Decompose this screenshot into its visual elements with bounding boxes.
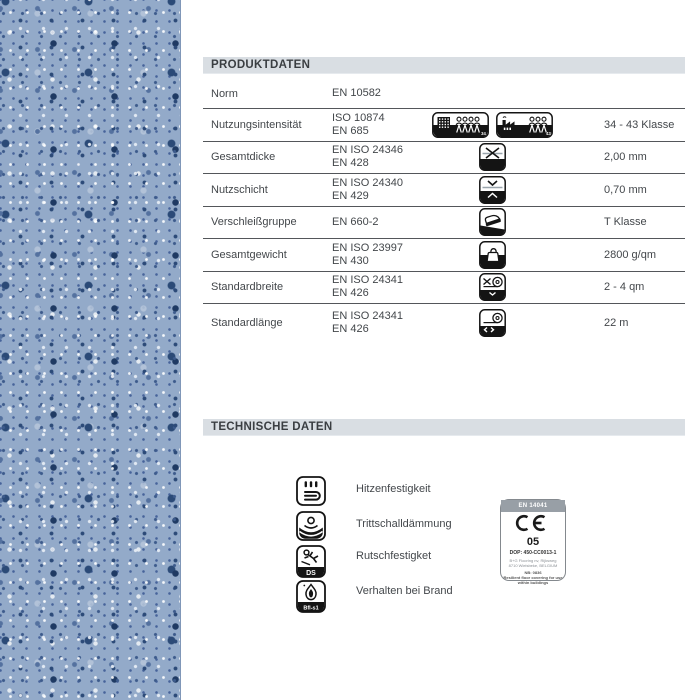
row-value: 0,70 mm <box>604 183 647 196</box>
tech-label-heat: Hitzenfestigkeit <box>356 483 431 495</box>
row-value: 2800 g/qm <box>604 248 656 261</box>
table-row-standardlaenge <box>203 304 685 342</box>
norm-line: EN ISO 24346 <box>332 144 403 157</box>
wear-layer-icon <box>479 176 506 204</box>
norm-line: EN ISO 24341 <box>332 310 403 322</box>
norm-value: EN 10582 <box>332 87 381 99</box>
row-value: 34 - 43 Klasse <box>604 118 675 131</box>
norm-line: EN 428 <box>332 157 369 170</box>
norm-line: EN 426 <box>332 287 369 300</box>
ce-dop-number: DOP: 450-CC0013-1 <box>509 550 557 556</box>
table-row-standardbreite <box>203 272 685 305</box>
row-label: Verschleißgruppe <box>211 216 297 229</box>
row-label: Norm <box>211 87 238 100</box>
row-label: Nutzschicht <box>211 183 268 196</box>
slip-resistance-icon <box>296 545 326 578</box>
table-row-gesamtgewicht <box>203 239 685 272</box>
ce-notified-body: NB: 0836 <box>524 570 542 575</box>
row-label: Gesamtgewicht <box>211 248 287 261</box>
ce-year: 05 <box>526 536 540 548</box>
row-label: Standardlänge <box>211 317 283 329</box>
ce-address-line: B+G Flooring nv, Rijksweg <box>509 558 557 563</box>
row-value: T Klasse <box>604 216 647 229</box>
table-row-verschleissgruppe <box>203 207 685 240</box>
tech-label-impact-sound: Trittschalldämmung <box>356 518 452 530</box>
tech-label-fire: Verhalten bei Brand <box>356 585 453 597</box>
table-row-gesamtdicke <box>203 142 685 175</box>
norm-line: EN 685 <box>332 124 369 137</box>
row-label: Nutzungsintensität <box>211 118 302 131</box>
ce-logo-icon <box>501 514 565 537</box>
norm-line: EN ISO 24341 <box>332 274 403 287</box>
produktdaten-title: PRODUKTDATEN <box>211 59 311 71</box>
usage-industrial-icon <box>496 112 553 138</box>
ce-use-line: Resilient floor covering for use <box>503 575 563 580</box>
impact-sound-icon <box>296 511 326 541</box>
technische-daten-title: TECHNISCHE DATEN <box>211 421 333 433</box>
norm-line: EN ISO 23997 <box>332 241 403 254</box>
ce-use-line: within buildings <box>517 580 549 585</box>
floor-sample-image <box>0 0 181 700</box>
heat-resistance-icon <box>296 476 326 506</box>
norm-line: EN 430 <box>332 254 369 267</box>
table-row-nutzschicht <box>203 174 685 207</box>
norm-line: EN 429 <box>332 189 369 202</box>
norm-line: ISO 10874 <box>332 111 385 124</box>
norm-line: EN 660-2 <box>332 215 379 228</box>
row-value: 22 m <box>604 317 629 329</box>
norm-line: EN ISO 24340 <box>332 176 403 189</box>
fire-class-badge: Bfl-s1 <box>303 605 319 612</box>
tech-label-slip: Rutschfestigket <box>356 550 432 562</box>
ce-mark <box>500 499 566 585</box>
total-thickness-icon <box>479 143 506 171</box>
norm-line: EN 426 <box>332 323 369 335</box>
usage-commercial-icon <box>432 112 489 138</box>
usage-class-badge: 43 <box>545 130 551 136</box>
produktdaten-section-header <box>203 57 685 74</box>
row-label: Standardbreite <box>211 281 284 294</box>
table-row-nutzungsintensitaet <box>203 109 685 142</box>
table-row-norm <box>203 79 685 109</box>
row-label: Gesamtdicke <box>211 151 276 164</box>
standard-width-icon <box>479 273 506 301</box>
product-data-table <box>203 79 685 342</box>
fire-behaviour-icon <box>296 580 326 613</box>
ce-address-line: 8710 Wielsbeke, BELGIUM <box>508 563 558 568</box>
standard-length-icon <box>479 309 506 337</box>
usage-class-badge: 34 <box>480 130 486 136</box>
row-value: 2,00 mm <box>604 151 647 164</box>
ce-standard-label: EN 14041 <box>501 500 565 512</box>
slip-class-badge: DS <box>306 570 316 577</box>
row-value: 2 - 4 qm <box>604 281 645 294</box>
total-weight-icon <box>479 241 506 269</box>
wear-group-icon <box>479 208 506 236</box>
technische-daten-section-header <box>203 419 685 436</box>
